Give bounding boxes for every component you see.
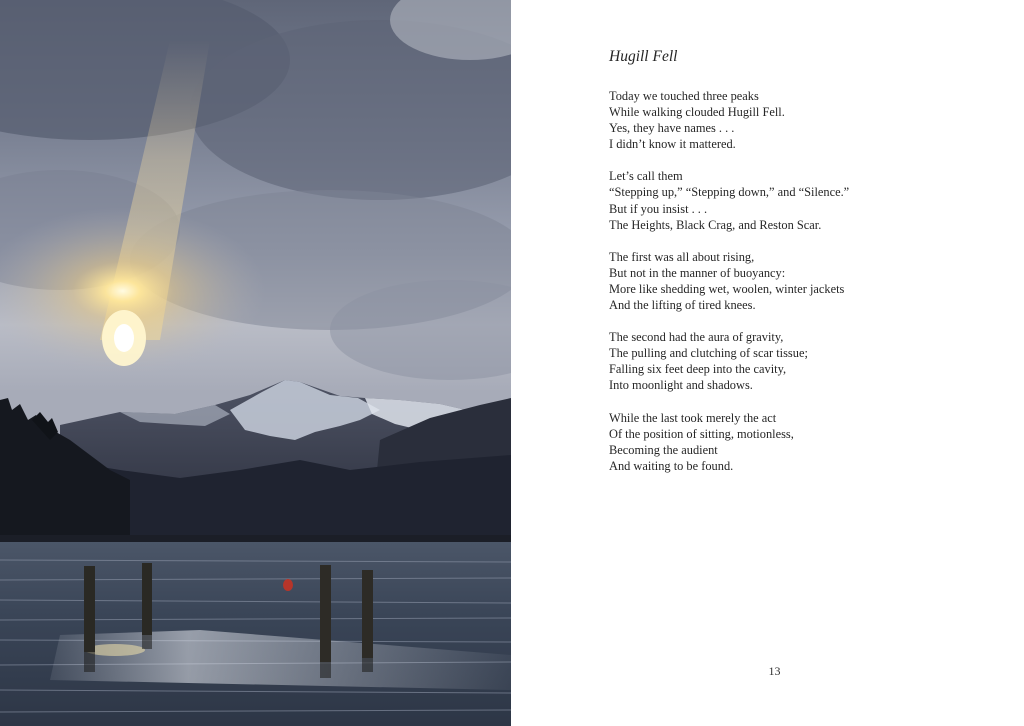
poem-line: The pulling and clutching of scar tissue; xyxy=(609,346,808,361)
poem xyxy=(609,47,989,490)
poem-stanza xyxy=(609,249,989,313)
poem-stanza xyxy=(609,88,989,152)
poem-stanza xyxy=(609,410,989,474)
poem-line: But if you insist . . . xyxy=(609,201,708,216)
poem-line: Into moonlight and shadows. xyxy=(609,378,753,393)
poem-line: Yes, they have names . . . xyxy=(609,121,735,136)
photo-page xyxy=(0,0,511,726)
poem-line: And waiting to be found. xyxy=(609,458,734,473)
poem-stanzas xyxy=(609,88,989,474)
poem-line: While the last took merely the act xyxy=(609,410,777,425)
poem-line: The first was all about rising, xyxy=(609,249,755,264)
poem-stanza xyxy=(609,329,989,393)
poem-line: The second had the aura of gravity, xyxy=(609,330,784,345)
poem-line: The Heights, Black Crag, and Reston Scar. xyxy=(609,217,822,232)
poem-line: Today we touched three peaks xyxy=(609,89,759,103)
poem-line: Let’s call them xyxy=(609,169,683,184)
poem-line: More like shedding wet, woolen, winter jackets xyxy=(609,281,845,296)
poem-stanza xyxy=(609,168,989,232)
poem-title: Hugill Fell xyxy=(609,48,678,65)
page-number: 13 xyxy=(768,664,781,678)
poem-line: Of the position of sitting, motionless, xyxy=(609,426,794,441)
lake-mountain-photo xyxy=(0,0,511,726)
poem-line: And the lifting of tired knees. xyxy=(609,298,756,313)
poem-line: Falling six feet deep into the cavity, xyxy=(609,362,787,377)
poem-line: “Stepping up,” “Stepping down,” and “Silence.” xyxy=(609,185,850,200)
poem-line: Becoming the audient xyxy=(609,442,718,457)
text-page xyxy=(511,0,1024,726)
poem-line: While walking clouded Hugill Fell. xyxy=(609,105,785,120)
poem-line: I didn’t know it mattered. xyxy=(609,137,736,152)
poem-line: But not in the manner of buoyancy: xyxy=(609,265,786,280)
